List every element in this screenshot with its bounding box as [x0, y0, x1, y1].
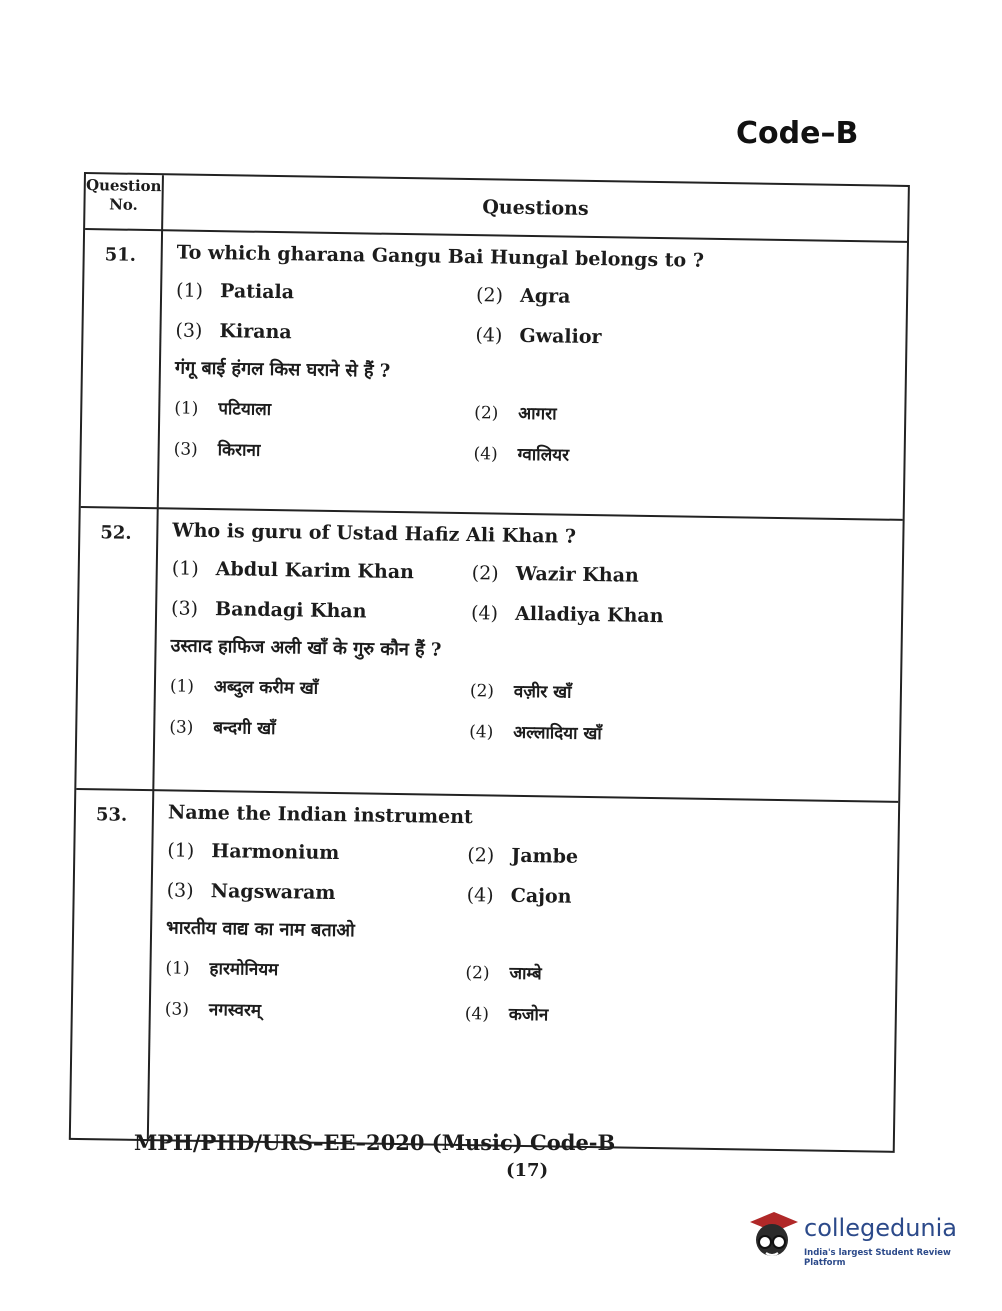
options-en	[175, 279, 894, 352]
option-hi-2: (2) वज़ीर खाँ	[469, 681, 572, 703]
option-hi-4: (4) अल्लादिया खाँ	[469, 722, 602, 745]
logo-tagline: India's largest Student Review Platform	[804, 1248, 951, 1268]
options-hi	[169, 673, 888, 748]
option-1: (1) Patiala	[175, 279, 295, 304]
option-hi-1: (1) पटियाला	[174, 398, 272, 420]
option-4: (4) Alladiya Khan	[470, 602, 664, 628]
option-hi-4: (4) ग्वालियर	[473, 444, 570, 466]
question-text-hi: गंगू बाई हंगल किस घराने से हैं ?	[174, 357, 391, 382]
option-hi-2: (2) आगरा	[474, 403, 557, 425]
question-row-53	[71, 790, 898, 1151]
logo-mascot-icon	[744, 1206, 800, 1262]
options-en	[171, 557, 890, 630]
option-4: (4) Cajon	[466, 884, 572, 908]
option-2: (2) Jambe	[467, 844, 579, 868]
header-questions: Questions	[482, 196, 589, 220]
option-1: (1) Harmonium	[167, 839, 340, 865]
question-number: 51.	[104, 244, 137, 266]
page-number: (17)	[506, 1160, 549, 1181]
question-row-52	[76, 508, 902, 803]
question-text-en: To which gharana Gangu Bai Hungal belongs to ?	[176, 241, 705, 272]
logo-wordmark: collegedunia	[804, 1214, 958, 1242]
question-text-hi: उस्ताद हाफिज अली खाँ के गुरु कौन हैं ?	[170, 635, 442, 661]
option-4: (4) Gwalior	[475, 324, 602, 349]
option-hi-1: (1) अब्दुल करीम खाँ	[169, 676, 319, 699]
option-hi-1: (1) हारमोनियम	[165, 958, 279, 981]
question-text-en: Name the Indian instrument	[167, 801, 473, 829]
question-text-en: Who is guru of Ustad Hafiz Ali Khan ?	[172, 519, 577, 548]
question-number: 52.	[100, 522, 132, 544]
option-3: (3) Nagswaram	[166, 879, 336, 905]
option-3: (3) Bandagi Khan	[170, 597, 367, 623]
options-hi	[173, 395, 892, 470]
option-hi-2: (2) जाम्बे	[465, 963, 542, 985]
option-hi-3: (3) किराना	[173, 439, 261, 461]
footer-exam-code: MPH/PHD/URS–EE–2020 (Music) Code-B	[134, 1130, 616, 1155]
option-2: (2) Wazir Khan	[471, 562, 639, 587]
page-code: Code–B	[736, 116, 859, 151]
option-3: (3) Kirana	[175, 319, 292, 344]
option-hi-4: (4) कजोन	[464, 1004, 549, 1026]
question-text-hi: भारतीय वाद्य का नाम बताओ	[165, 917, 355, 942]
option-1: (1) Abdul Karim Khan	[171, 557, 415, 584]
header-question-no: Question No.	[85, 176, 162, 214]
option-hi-3: (3) नगस्वरम्	[164, 999, 262, 1021]
option-2: (2) Agra	[475, 284, 571, 308]
collegedunia-logo	[744, 1206, 970, 1266]
option-hi-3: (3) बन्दगी खाँ	[169, 717, 276, 740]
question-row-51	[81, 230, 907, 521]
questions-table	[69, 172, 910, 1153]
question-number: 53.	[95, 804, 128, 826]
options-hi	[165, 955, 884, 1030]
options-en	[167, 839, 886, 912]
